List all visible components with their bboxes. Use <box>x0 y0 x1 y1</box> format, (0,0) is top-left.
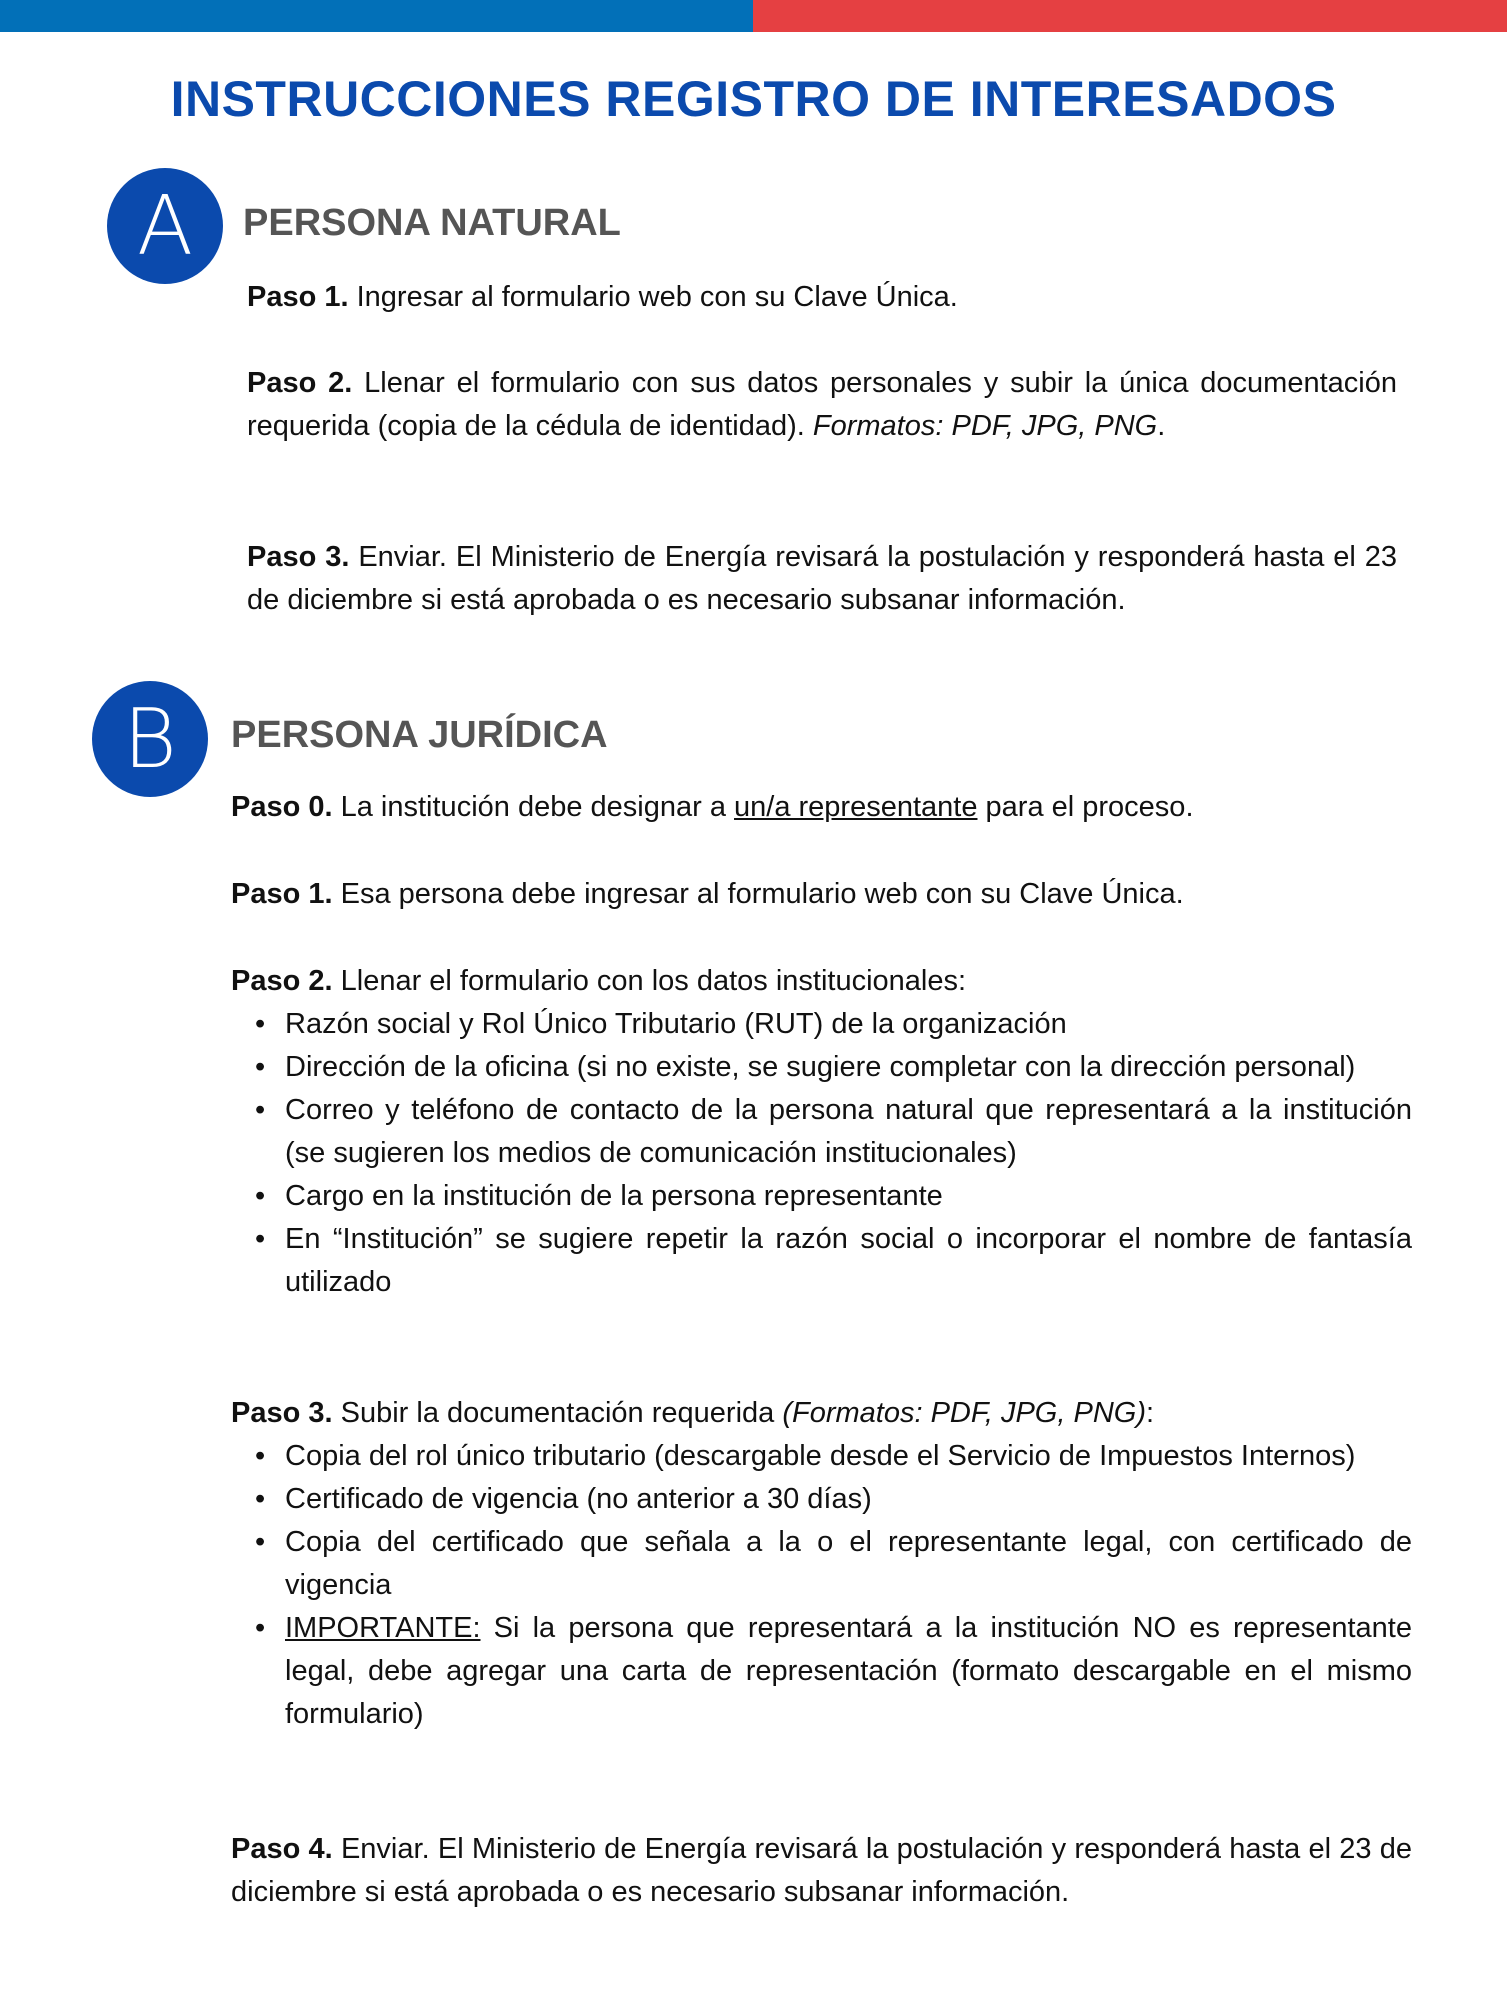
important-text: Si la persona que representará a la institución NO es representante legal, debe agregar una carta de representación (formato descargable en el mismo formulario) <box>285 1612 1412 1730</box>
step-label: Paso 0. <box>231 791 333 823</box>
page-title: INSTRUCCIONES REGISTRO DE INTERESADOS <box>170 71 1337 127</box>
step-2-list <box>231 1003 1412 1304</box>
section-b-step-2 <box>231 960 1412 1304</box>
section-b-step-1 <box>231 873 1412 916</box>
step-tail: : <box>1145 1397 1155 1429</box>
representative-underlined: un/a representante <box>734 791 978 823</box>
step-text: Subir la documentación requerida <box>332 1397 783 1429</box>
list-item: • Certificado de vigencia (no anterior a 30 días) <box>285 1478 1412 1521</box>
section-a-title: PERSONA NATURAL <box>243 202 621 244</box>
list-item: • Correo y teléfono de contacto de la persona natural que representará a la institución (se sugieren los medios de comunicación institucionales) <box>285 1089 1412 1175</box>
step-label: Paso 2. <box>247 367 353 399</box>
step-text: Enviar. El Ministerio de Energía revisará la postulación y responderá hasta el 23 de diciembre si está aprobada o es necesario subsanar información. <box>247 541 1398 616</box>
list-item-important <box>285 1607 1412 1736</box>
step-text: La institución debe designar a <box>332 791 735 823</box>
step-text: Llenar el formulario con sus datos personales y subir la única documentación requerida (copia de la cédula de identidad). <box>247 367 1397 442</box>
step-3-list <box>231 1435 1412 1736</box>
list-item: • Cargo en la institución de la persona representante <box>285 1175 1412 1218</box>
header-bar-red <box>753 0 1507 32</box>
section-b-step-0 <box>231 786 1412 829</box>
section-b-badge: B <box>92 681 208 797</box>
list-item: • Dirección de la oficina (si no existe, se sugiere completar con la dirección personal) <box>285 1046 1412 1089</box>
section-b-title: PERSONA JURÍDICA <box>231 714 608 756</box>
step-label: Paso 1. <box>231 878 333 910</box>
step-label: Paso 3. <box>247 541 350 573</box>
step-label: Paso 3. <box>231 1397 333 1429</box>
header-bar-blue <box>0 0 753 32</box>
step-label: Paso 4. <box>231 1833 333 1865</box>
step-tail: . <box>1157 410 1166 442</box>
important-label: IMPORTANTE: <box>285 1612 481 1644</box>
section-a-badge: A <box>107 168 223 284</box>
step-text: Esa persona debe ingresar al formulario web con su Clave Única. <box>332 878 1184 910</box>
section-a-step-3 <box>247 536 1397 622</box>
formats-note: (Formatos: PDF, JPG, PNG) <box>782 1397 1146 1429</box>
section-b-step-3 <box>231 1392 1412 1736</box>
formats-note: Formatos: PDF, JPG, PNG <box>812 410 1158 442</box>
step-text: Enviar. El Ministerio de Energía revisará la postulación y responderá hasta el 23 de diciembre si está aprobada o es necesario subsanar información. <box>231 1833 1412 1908</box>
list-item: • En “Institución” se sugiere repetir la razón social o incorporar el nombre de fantasía utilizado <box>285 1218 1412 1304</box>
list-item: • Razón social y Rol Único Tributario (RUT) de la organización <box>285 1003 1412 1046</box>
step-text: Llenar el formulario con los datos institucionales: <box>332 965 967 997</box>
list-item: • Copia del rol único tributario (descargable desde el Servicio de Impuestos Internos) <box>285 1435 1412 1478</box>
step-label: Paso 2. <box>231 965 333 997</box>
step-text: Ingresar al formulario web con su Clave Única. <box>348 281 958 313</box>
section-a-step-2 <box>247 362 1397 448</box>
step-label: Paso 1. <box>247 281 349 313</box>
list-item: • Copia del certificado que señala a la o el representante legal, con certificado de vigencia <box>285 1521 1412 1607</box>
section-b-step-4 <box>231 1828 1412 1914</box>
section-a-step-1 <box>247 276 1397 319</box>
step-text-after: para el proceso. <box>977 791 1194 823</box>
